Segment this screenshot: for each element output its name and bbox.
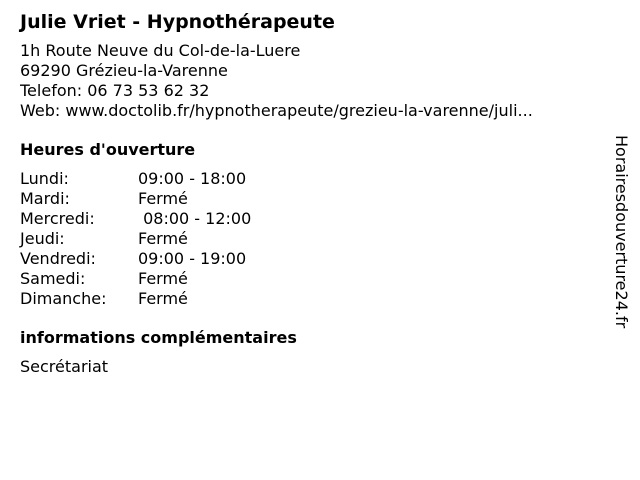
business-card (20, 8, 600, 377)
time-value: Fermé (138, 189, 188, 208)
hours-row (20, 229, 600, 249)
hours-row (20, 169, 600, 189)
time-value: 09:00 - 18:00 (138, 169, 247, 188)
address-line-1: 1h Route Neuve du Col-de-la-Luere (20, 41, 301, 60)
day-label: Jeudi: (20, 229, 65, 248)
watermark-text: Horairesdouverture24.fr (612, 135, 631, 329)
time-value: Fermé (138, 269, 188, 288)
day-label: Dimanche: (20, 289, 107, 308)
hours-heading: Heures d'ouverture (20, 140, 196, 159)
site-watermark (611, 135, 631, 345)
phone-line: Telefon: 06 73 53 62 32 (20, 81, 210, 100)
web-link[interactable]: Web: www.doctolib.fr/hypnotherapeute/grezieu-la-varenne/juli... (20, 101, 533, 120)
info-heading: informations complémentaires (20, 328, 297, 347)
day-label: Samedi: (20, 269, 86, 288)
opening-hours-table (20, 169, 600, 309)
day-label: Mardi: (20, 189, 70, 208)
day-label: Lundi: (20, 169, 69, 188)
time-value: Fermé (138, 289, 188, 308)
hours-row (20, 209, 600, 229)
hours-row (20, 289, 600, 309)
info-text: Secrétariat (20, 357, 109, 376)
hours-row (20, 189, 600, 209)
hours-row (20, 249, 600, 269)
contact-block (20, 41, 600, 121)
time-value: 09:00 - 19:00 (138, 249, 247, 268)
time-value: Fermé (138, 229, 188, 248)
business-title: Julie Vriet - Hypnothérapeute (20, 11, 335, 33)
day-label: Mercredi: (20, 209, 95, 228)
day-label: Vendredi: (20, 249, 96, 268)
address-line-2: 69290 Grézieu-la-Varenne (20, 61, 228, 80)
time-value: 08:00 - 12:00 (138, 209, 252, 228)
hours-row (20, 269, 600, 289)
